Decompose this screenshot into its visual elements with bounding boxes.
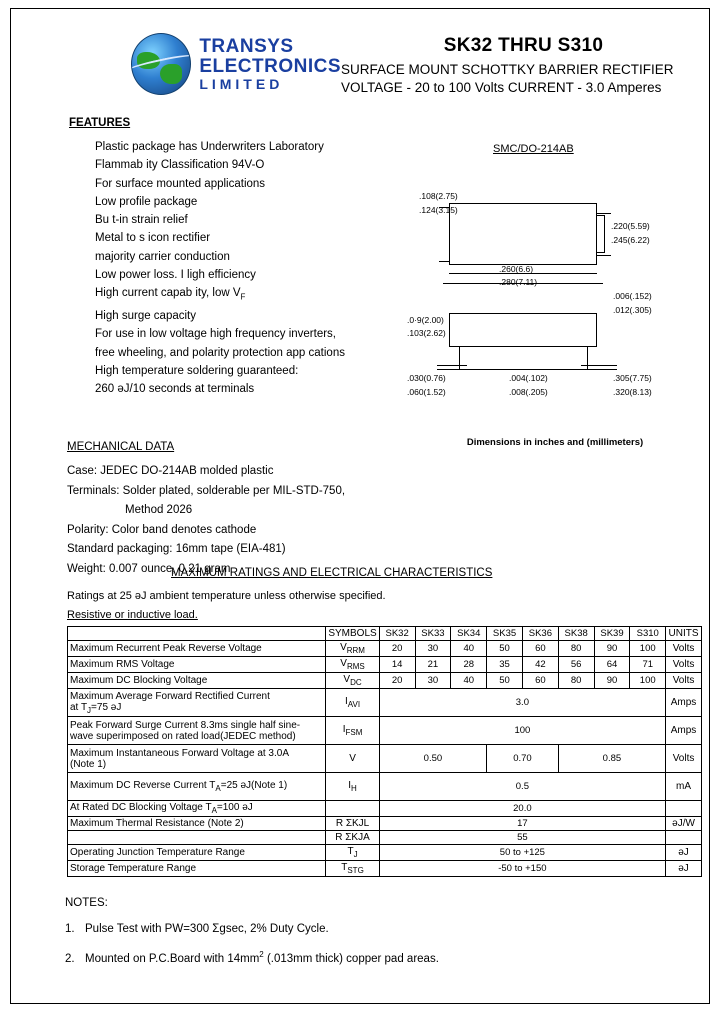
dim-foot-a: .030(0.76) [407,373,446,383]
row-description: At Rated DC Blocking Voltage $T_A=100$ ǝJ [68,801,326,817]
features-list [95,138,395,398]
note-number: 2. [65,952,75,965]
dim-len-b: .320(8.13) [613,387,652,397]
table-cell: 100 [630,673,666,689]
table-cell: 60 [522,673,558,689]
table-cell: 30 [415,673,451,689]
table-cell: 0.85 [558,745,665,773]
list-item: Terminals: Solder plated, solderable per MIL-STD-750, [67,484,346,497]
row-description [68,831,326,845]
list-item: Plastic package has Underwriters Laboratory [95,141,324,153]
row-symbol: $V_{DC}$ [326,673,379,689]
dim-foot-b: .060(1.52) [407,387,446,397]
package-side-view [449,313,597,347]
list-item: Method 2026 [125,504,193,516]
table-cell: 80 [558,641,594,657]
table-cell: 100 [379,717,665,745]
logo-line-2: ELECTRONICS [199,55,341,77]
dimensions-caption: Dimensions in inches and (millimeters) [466,437,644,448]
row-unit: Volts [666,641,702,657]
row-symbol: $I_H$ [326,773,379,801]
table-cell: 56 [558,657,594,673]
row-unit: Amps [666,689,702,717]
row-symbol: V [326,745,379,773]
dim-foot-c: .004(.102) [509,373,548,383]
dim-side-b: .012(.305) [613,305,652,315]
table-row [68,801,702,817]
row-symbol [326,801,379,817]
notes-heading: NOTES: [65,897,108,909]
row-unit: ǝJ [666,861,702,877]
company-logo [131,29,341,99]
datasheet-page [10,8,710,1004]
notes-block [65,893,685,969]
row-description: Maximum Recurrent Peak Reverse Voltage [68,641,326,657]
row-unit: mA [666,773,702,801]
table-row [68,817,702,831]
table-cell: 90 [594,641,630,657]
logo-line-1: TRANSYS [199,35,294,57]
list-item: Low profile package [95,195,198,208]
table-cell: 28 [451,657,487,673]
list-item: High surge capacity [95,309,196,322]
title-block [341,35,706,95]
row-description: Maximum Average Forward Rectified Current at $T_J=75$ ǝJ [68,689,326,717]
row-symbol: R ΣKJA [326,831,379,845]
table-row [68,831,702,845]
ratings-note-1: Ratings at 25 ǝJ ambient temperature unless otherwise specified. [67,590,386,602]
dim-side-a: .006(.152) [613,291,652,301]
table-cell: 17 [379,817,665,831]
note-item [65,919,685,939]
list-item: Metal to s icon rectifier [95,232,211,245]
row-symbol: $I_{FSM}$ [326,717,379,745]
column-header: SK32 [379,627,415,641]
package-drawing [401,169,701,459]
row-description: Maximum Instantaneous Forward Voltage at 3.0A (Note 1) [68,745,326,773]
column-header: SK35 [487,627,523,641]
package-outline-title: SMC/DO-214AB [493,143,574,155]
list-item: majority carrier conduction [95,250,230,263]
row-unit: Volts [666,673,702,689]
dim-mid-a: .0·9(2.00) [407,315,444,325]
table-cell [68,627,326,641]
mechanical-heading: MECHANICAL DATA [67,441,175,453]
column-header: SYMBOLS [326,627,379,641]
column-header: S310 [630,627,666,641]
table-row [68,861,702,877]
features-heading: FEATURES [69,117,131,129]
column-header: SK36 [522,627,558,641]
dim-mid-b: .103(2.62) [407,328,446,338]
row-symbol: R ΣKJL [326,817,379,831]
table-cell: 0.70 [487,745,559,773]
dim-foot-d: .008(.205) [509,387,548,397]
table-row [68,673,702,689]
table-cell: 60 [522,641,558,657]
row-description: Maximum RMS Voltage [68,657,326,673]
dim-right-b: .245(6.22) [611,235,650,245]
table-row [68,689,702,717]
table-row [68,745,702,773]
column-header: SK34 [451,627,487,641]
dim-right-a: .220(5.59) [611,221,650,231]
logo-line-3: LIMITED [199,75,284,92]
row-unit: Volts [666,657,702,673]
dim-top-left-b: .124(3.15) [419,205,458,215]
note-text: Mounted on P.C.Board with $14mm^2$ (.013mm thick) copper pad areas. [85,950,439,965]
table-cell: 14 [379,657,415,673]
note-text: Pulse Test with PW=300 Σgsec, 2% Duty Cycle. [85,923,329,935]
row-description: Peak Forward Surge Current 8.3ms single half sine- wave superimposed on rated load(JEDEC method) [68,717,326,745]
row-symbol: $T_J$ [326,845,379,861]
page-subtitle-2: VOLTAGE - 20 to 100 Volts CURRENT - 3.0 Amperes [341,80,662,95]
table-cell: 0.5 [379,773,665,801]
table-cell: 64 [594,657,630,673]
row-description: Maximum Thermal Resistance (Note 2) [68,817,326,831]
table-cell: 55 [379,831,665,845]
row-symbol: $I_{AVI}$ [326,689,379,717]
table-cell: 100 [630,641,666,657]
note-item [65,945,685,969]
list-item: Standard packaging: 16mm tape (EIA-481) [67,543,286,555]
row-unit: Volts [666,745,702,773]
table-cell: 21 [415,657,451,673]
table-cell: 50 [487,673,523,689]
ratings-title: MAXIMUM RATINGS AND ELECTRICAL CHARACTERISTICS [171,567,493,579]
list-item: Low power loss. I ligh efficiency [95,269,256,282]
dim-top-left-a: .108(2.75) [419,191,458,201]
row-unit: ǝJ/W [666,817,702,831]
list-item: For surface mounted applications [95,177,266,190]
row-unit: Amps [666,717,702,745]
globe-icon [131,33,191,95]
row-description: Maximum DC Reverse Current $T_A=25$ ǝJ(Note 1) [68,773,326,801]
ratings-table [67,626,702,877]
list-item: Case: JEDEC DO-214AB molded plastic [67,465,274,477]
table-cell: 80 [558,673,594,689]
row-unit [666,801,702,817]
list-item: For use in low voltage high frequency inverters, [95,328,336,341]
note-number: 1. [65,923,75,935]
table-cell: 30 [415,641,451,657]
table-cell: 40 [451,673,487,689]
mechanical-list [67,462,397,579]
package-top-view [449,203,597,265]
table-row [68,657,702,673]
list-item: Flammab ity Classification 94V-O [95,159,265,172]
table-cell: 50 [487,641,523,657]
column-header: UNITS [666,627,702,641]
table-cell: 35 [487,657,523,673]
list-item: Polarity: Color band denotes cathode [67,523,257,536]
dim-bottom-b: .280(7.11) [499,277,538,287]
ratings-note-2: Resistive or inductive load. [67,609,198,621]
table-row [68,717,702,745]
vf-subscript: F [240,292,246,302]
table-cell: 90 [594,673,630,689]
dim-len-a: .305(7.75) [613,373,652,383]
column-header: SK33 [415,627,451,641]
table-cell: 50 to +125 [379,845,665,861]
table-cell: 20 [379,673,415,689]
list-item: 260 ǝJ/10 seconds at terminals [95,383,255,396]
table-cell: 0.50 [379,745,486,773]
list-item: Bu t-in strain relief [95,214,188,227]
table-row [68,773,702,801]
row-description: Maximum DC Blocking Voltage [68,673,326,689]
row-symbol: $T_{STG}$ [326,861,379,877]
row-symbol: $V_{RRM}$ [326,641,379,657]
table-cell: 20.0 [379,801,665,817]
page-title: SK32 THRU S310 [443,35,604,56]
row-unit: ǝJ [666,845,702,861]
row-unit [666,831,702,845]
list-item: High current capab ity, low $V_F$ [95,287,246,302]
page-subtitle-1: SURFACE MOUNT SCHOTTKY BARRIER RECTIFIER [341,62,674,77]
table-row [68,641,702,657]
table-cell: 3.0 [379,689,665,717]
list-item: free wheeling, and polarity protection app cations [95,346,345,359]
list-item: Weight: 0.007 ounce, 0.21 gram [67,562,231,575]
table-cell: -50 to +150 [379,861,665,877]
row-symbol: $V_{RMS}$ [326,657,379,673]
dim-bottom-a: .260(6.6) [499,264,534,274]
table-cell: 20 [379,641,415,657]
column-header: SK38 [558,627,594,641]
table-header-row [68,627,702,641]
table-cell: 40 [451,641,487,657]
row-description: Storage Temperature Range [68,861,326,877]
table-row [68,845,702,861]
table-cell: 42 [522,657,558,673]
table-cell: 71 [630,657,666,673]
row-description: Operating Junction Temperature Range [68,845,326,861]
list-item: High temperature soldering guaranteed: [95,364,299,377]
column-header: SK39 [594,627,630,641]
